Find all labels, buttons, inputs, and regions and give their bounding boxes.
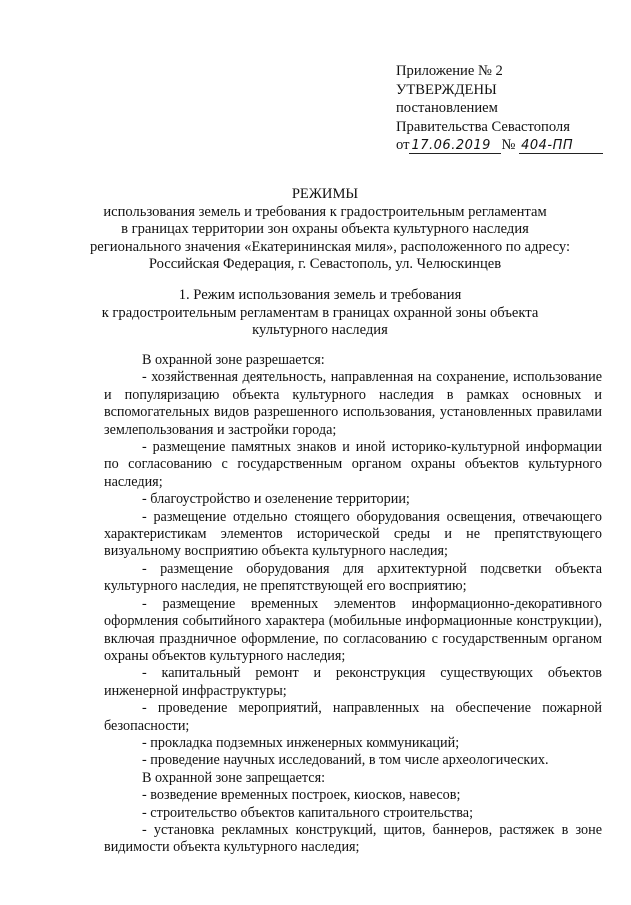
allowed-item: - капитальный ремонт и реконструкция существующих объектов инженерной инфраструктуры;	[104, 665, 602, 699]
issuer-label: Правительства Севастополя	[396, 118, 570, 135]
allowed-item: - размещение отдельно стоящего оборудования освещения, отвечающего характеристикам элементов исторической среды и не препятствующего визуальному восприятию объекта культурного наследия;	[104, 508, 602, 560]
allowed-item: - размещение временных элементов информационно-декоративного оформления событийного характера (мобильные информационные конструкции), включая праздничное оформление, по согласованию с государственным органом охраны объектов культурного наследия;	[104, 595, 602, 664]
allowed-item: - проведение мероприятий, направленных на обеспечение пожарной безопасности;	[104, 700, 602, 734]
section-line: 1. Режим использования земель и требования	[178, 287, 462, 303]
title-line: в границах территории зон охраны объекта культурного наследия	[121, 221, 529, 238]
allowed-item: - прокладка подземных инженерных коммуникаций;	[142, 734, 460, 751]
approval-block	[396, 62, 616, 155]
section-line: к градостроительным регламентам в границах охранной зоны объекта	[101, 304, 539, 321]
number-sign: №	[501, 137, 516, 154]
handwritten-date: 17.06.2019	[409, 138, 501, 154]
appendix-number: Приложение № 2	[396, 63, 503, 79]
approved-label: УТВЕРЖДЕНЫ	[396, 81, 497, 98]
handwritten-number: 404-ПП	[519, 138, 603, 154]
section-heading	[100, 287, 540, 340]
title-line: регионального значения «Екатерининская миля», расположенного по адресу:	[90, 238, 571, 255]
allowed-item: - благоустройство и озеленение территории;	[142, 491, 410, 508]
document-title	[90, 186, 571, 274]
title-heading: РЕЖИМЫ	[291, 186, 359, 202]
allowed-item: - размещение памятных знаков и иной историко-культурной информации по согласованию с государственным органом охраны объектов культурного наследия;	[104, 439, 602, 490]
forbidden-item: - установка рекламных конструкций, щитов, баннеров, растяжек в зоне видимости объекта культурного наследия;	[104, 821, 602, 856]
forbidden-item: - строительство объектов капитального строительства;	[142, 804, 474, 821]
from-prefix: от	[396, 137, 410, 154]
forbidden-item: - возведение временных построек, киосков, навесов;	[142, 787, 461, 804]
allowed-item: - размещение оборудования для архитектурной подсветки объекта культурного наследия, не препятствующей его восприятию;	[104, 560, 602, 595]
date-number-line	[396, 136, 616, 155]
document-body	[104, 352, 602, 857]
title-line: использования земель и требования к градостроительным регламентам	[103, 203, 547, 220]
forbidden-intro: В охранной зоне запрещается:	[142, 769, 326, 786]
section-line: культурного наследия	[252, 322, 388, 339]
allowed-intro: В охранной зоне разрешается:	[142, 352, 325, 368]
allowed-item: - проведение научных исследований, в том числе археологических.	[142, 752, 549, 769]
resolution-label: постановлением	[396, 100, 498, 117]
title-line: Российская Федерация, г. Севастополь, ул. Челюскинцев	[148, 256, 502, 273]
allowed-item: - хозяйственная деятельность, направленная на сохранение, использование и популяризацию объекта культурного наследия в рамках основных и вспомогательных видов разрешенного использования, установленных правилами землепользования и застройки города;	[104, 369, 602, 438]
